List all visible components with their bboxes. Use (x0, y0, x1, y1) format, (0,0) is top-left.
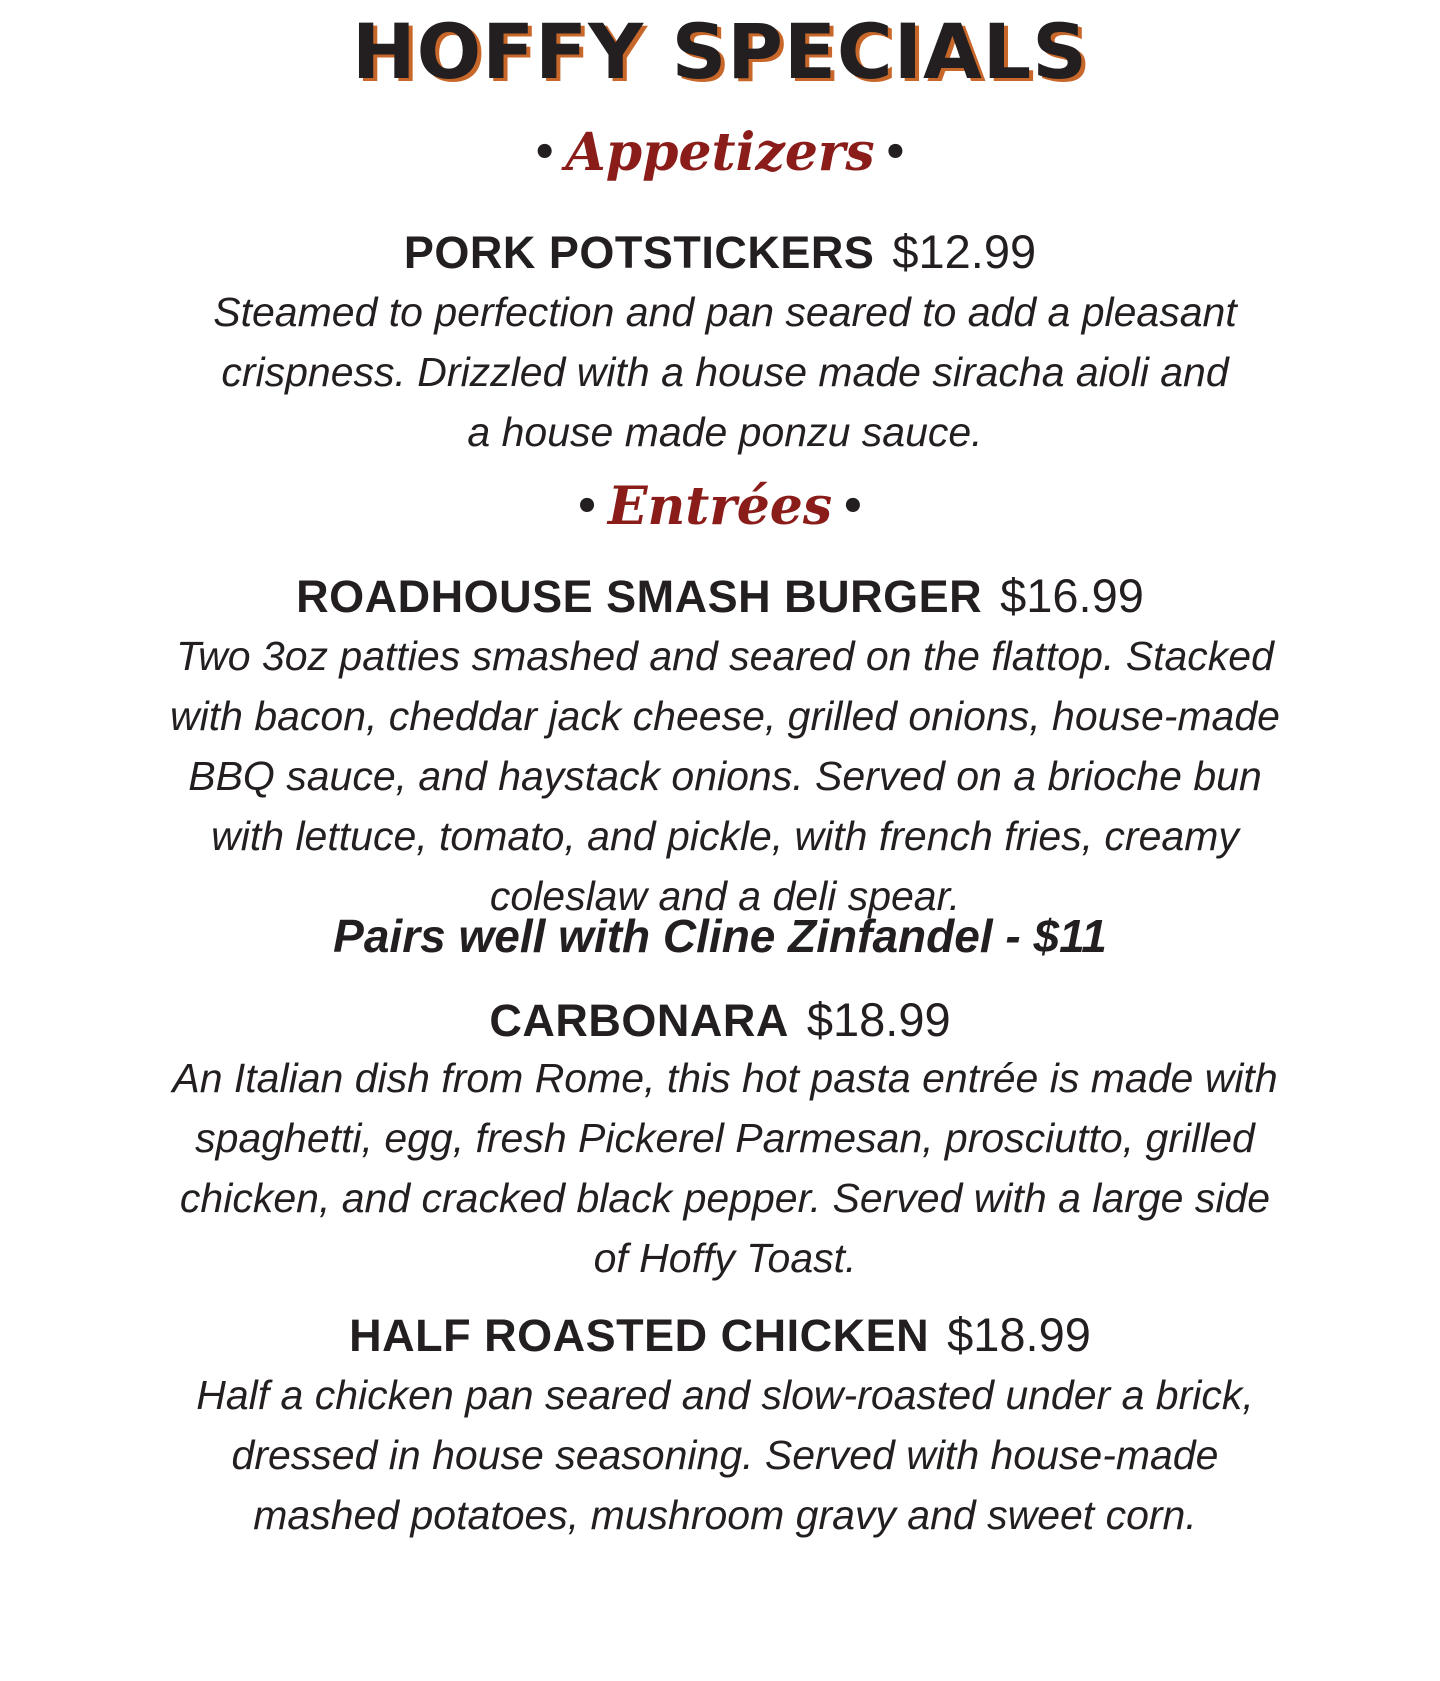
section-heading-label: Entrées (607, 476, 833, 537)
item-price: $16.99 (1000, 569, 1144, 622)
item-name: ROADHOUSE SMASH BURGER (296, 571, 983, 622)
bullet-right: • (840, 483, 866, 530)
item-description: Steamed to perfection and pan seared to add a pleasant crispness. Drizzled with a house made siracha aioli and a house made ponzu sauce. (213, 289, 1237, 455)
bullet-left: • (531, 129, 558, 176)
item-description: Two 3oz patties smashed and seared on the flattop. Stacked with bacon, cheddar jack cheese, grilled onions, house-made BBQ sauce, and haystack onions. Served on a brioche bun with lettuce, tomato, and pickle, with french fries, creamy coleslaw and a deli spear. (170, 633, 1280, 919)
item-name: PORK POTSTICKERS (403, 227, 875, 278)
bullet-left: • (574, 483, 600, 530)
item-description: An Italian dish from Rome, this hot pasta entrée is made with spaghetti, egg, fresh Pickerel Parmesan, prosciutto, grilled chicken, and cracked black pepper. Served with a large side of Hoffy Toast. (172, 1055, 1278, 1281)
section-heading-entrees (0, 472, 1440, 542)
menu-title: HOFFY SPECIALS (352, 7, 1088, 96)
wine-pairing: Pairs well with Cline Zinfandel - $11 (333, 910, 1107, 962)
item-description: Half a chicken pan seared and slow-roasted under a brick, dressed in house seasoning. Served with house-made mashed potatoes, mushroom gravy and sweet corn. (196, 1372, 1254, 1538)
item-name: CARBONARA (489, 995, 789, 1046)
item-price: $18.99 (947, 1308, 1091, 1361)
item-name: HALF ROASTED CHICKEN (349, 1310, 930, 1361)
section-heading-label: Appetizers (565, 122, 875, 183)
bullet-right: • (882, 129, 909, 176)
item-price: $18.99 (806, 993, 951, 1046)
section-heading-appetizers (0, 118, 1440, 188)
item-price: $12.99 (892, 225, 1037, 278)
